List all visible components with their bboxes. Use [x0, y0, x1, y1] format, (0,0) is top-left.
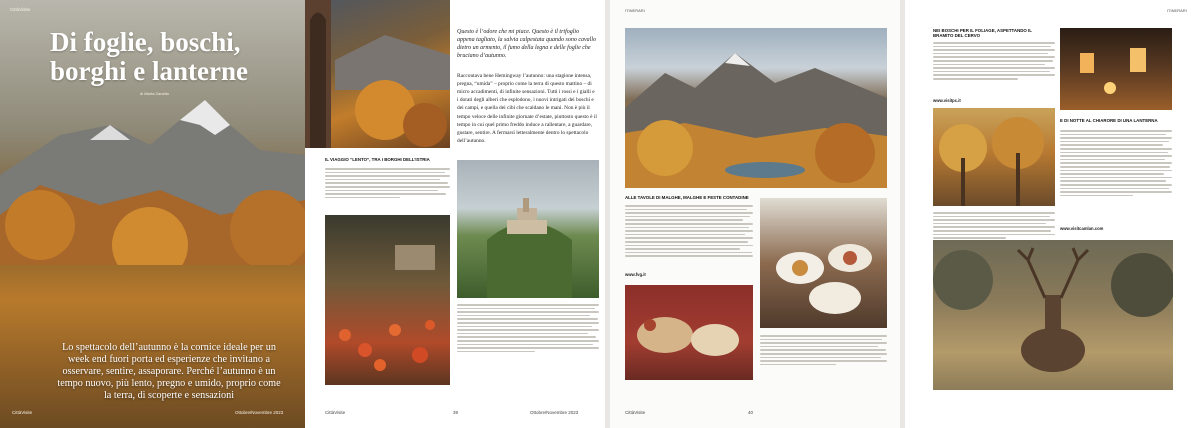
hilltop-village-photo	[457, 160, 599, 298]
section-tag: ITINERARI	[625, 8, 645, 13]
section-tag: ITINERARI	[1167, 8, 1187, 13]
charcuterie-photo	[625, 285, 753, 380]
page-41	[905, 0, 1200, 428]
istria-text	[325, 168, 450, 198]
deer-photo	[933, 240, 1173, 390]
page-number: 40	[748, 410, 754, 415]
footer-date: Ottobre/Novembre 2023	[530, 410, 579, 415]
page-cover-spread	[0, 0, 305, 428]
section-head-foliage: NEI BOSCHI PER IL FOLIAGE, ASPETTANDO IL BRAMITO DEL CERVO	[933, 28, 1032, 38]
istria-text-right	[457, 304, 599, 352]
poem-quote: Questo è l’odore che mi piace. Questo è il trifoglio appena tagliato, la salvia calpestata quando sono cavallo dietro un armento, il fumo della legna e delle foglie che bruciano d’autunno.	[457, 29, 596, 60]
hero-caption: Lo spettacolo dell’autunno è la cornice ideale per un week end fuori porta ed esperienze che invitano a osservare, sentire, assaporare. Perché l’autunno è un tempo nuovo, più lento, pregno e umido, proprio come la terra, di scoperte e sensazioni	[57, 342, 281, 402]
forest-photo	[933, 108, 1055, 206]
lanterns-photo	[1060, 28, 1172, 110]
section-head-istria: IL VIAGGIO “LENTO”, TRA I BORGHI DELL’ISTRIA	[325, 157, 430, 162]
footer-brand: CittàVisite	[12, 410, 33, 415]
footer-date: Ottobre/Novembre 2023	[235, 410, 284, 415]
lanterna-text	[1060, 130, 1172, 196]
hillside-photo	[305, 0, 450, 148]
persimmon-photo	[325, 215, 450, 385]
link-visitpc[interactable]: www.visitpc.it	[933, 98, 961, 103]
page-40	[610, 0, 900, 428]
mountain-photo	[0, 95, 305, 265]
intro-paragraph: Raccontava bene Hemingway l’autunno: una stagione intensa, pregna, “umida” – proprio come la terra di questo mattino – di micro accadimenti, di infinite sensazioni. Tutti i rossi e i gialli e i dorati degli alberi che esplodono, i nuovi intrigati dei boschi e dei campi, e quella dei cibi che scaldano le mani. Non è più il tempo veloce delle infinite giornate d’estate, piuttosto questo è il tempo in cui quel primo freddo induce a rallentare, a guardare, gustare, sentire. A fermarsi letteralmente dentro lo spettacolo dell’autunno.	[457, 73, 597, 144]
link-fvg[interactable]: www.fvg.it	[625, 272, 646, 277]
malghe-text-right	[760, 335, 887, 365]
footer-brand: CittàVisite	[625, 410, 646, 415]
food-table-photo	[760, 198, 887, 328]
malghe-text	[625, 205, 753, 257]
footer-brand: CittàVisite	[325, 410, 346, 415]
section-head-malghe: ALLE TAVOLE DI MALGHE, MALGHE E FESTE CONTADINE	[625, 195, 749, 200]
castle-text	[933, 212, 1055, 239]
page-number: 39	[453, 410, 459, 415]
link-visitcamlan[interactable]: www.visitcamlan.com	[1060, 226, 1104, 231]
page-39	[305, 0, 605, 428]
byline: di Marta Zanella	[140, 91, 169, 96]
page-title: Di foglie, boschi, borghi e lanterne	[50, 27, 248, 87]
header-brand: CittàVisite	[10, 7, 31, 12]
foliage-text	[933, 42, 1055, 80]
alpine-valley-photo	[625, 28, 887, 188]
section-head-lanterna: E DI NOTTE AL CHIARORE DI UNA LANTERNA	[1060, 118, 1158, 123]
